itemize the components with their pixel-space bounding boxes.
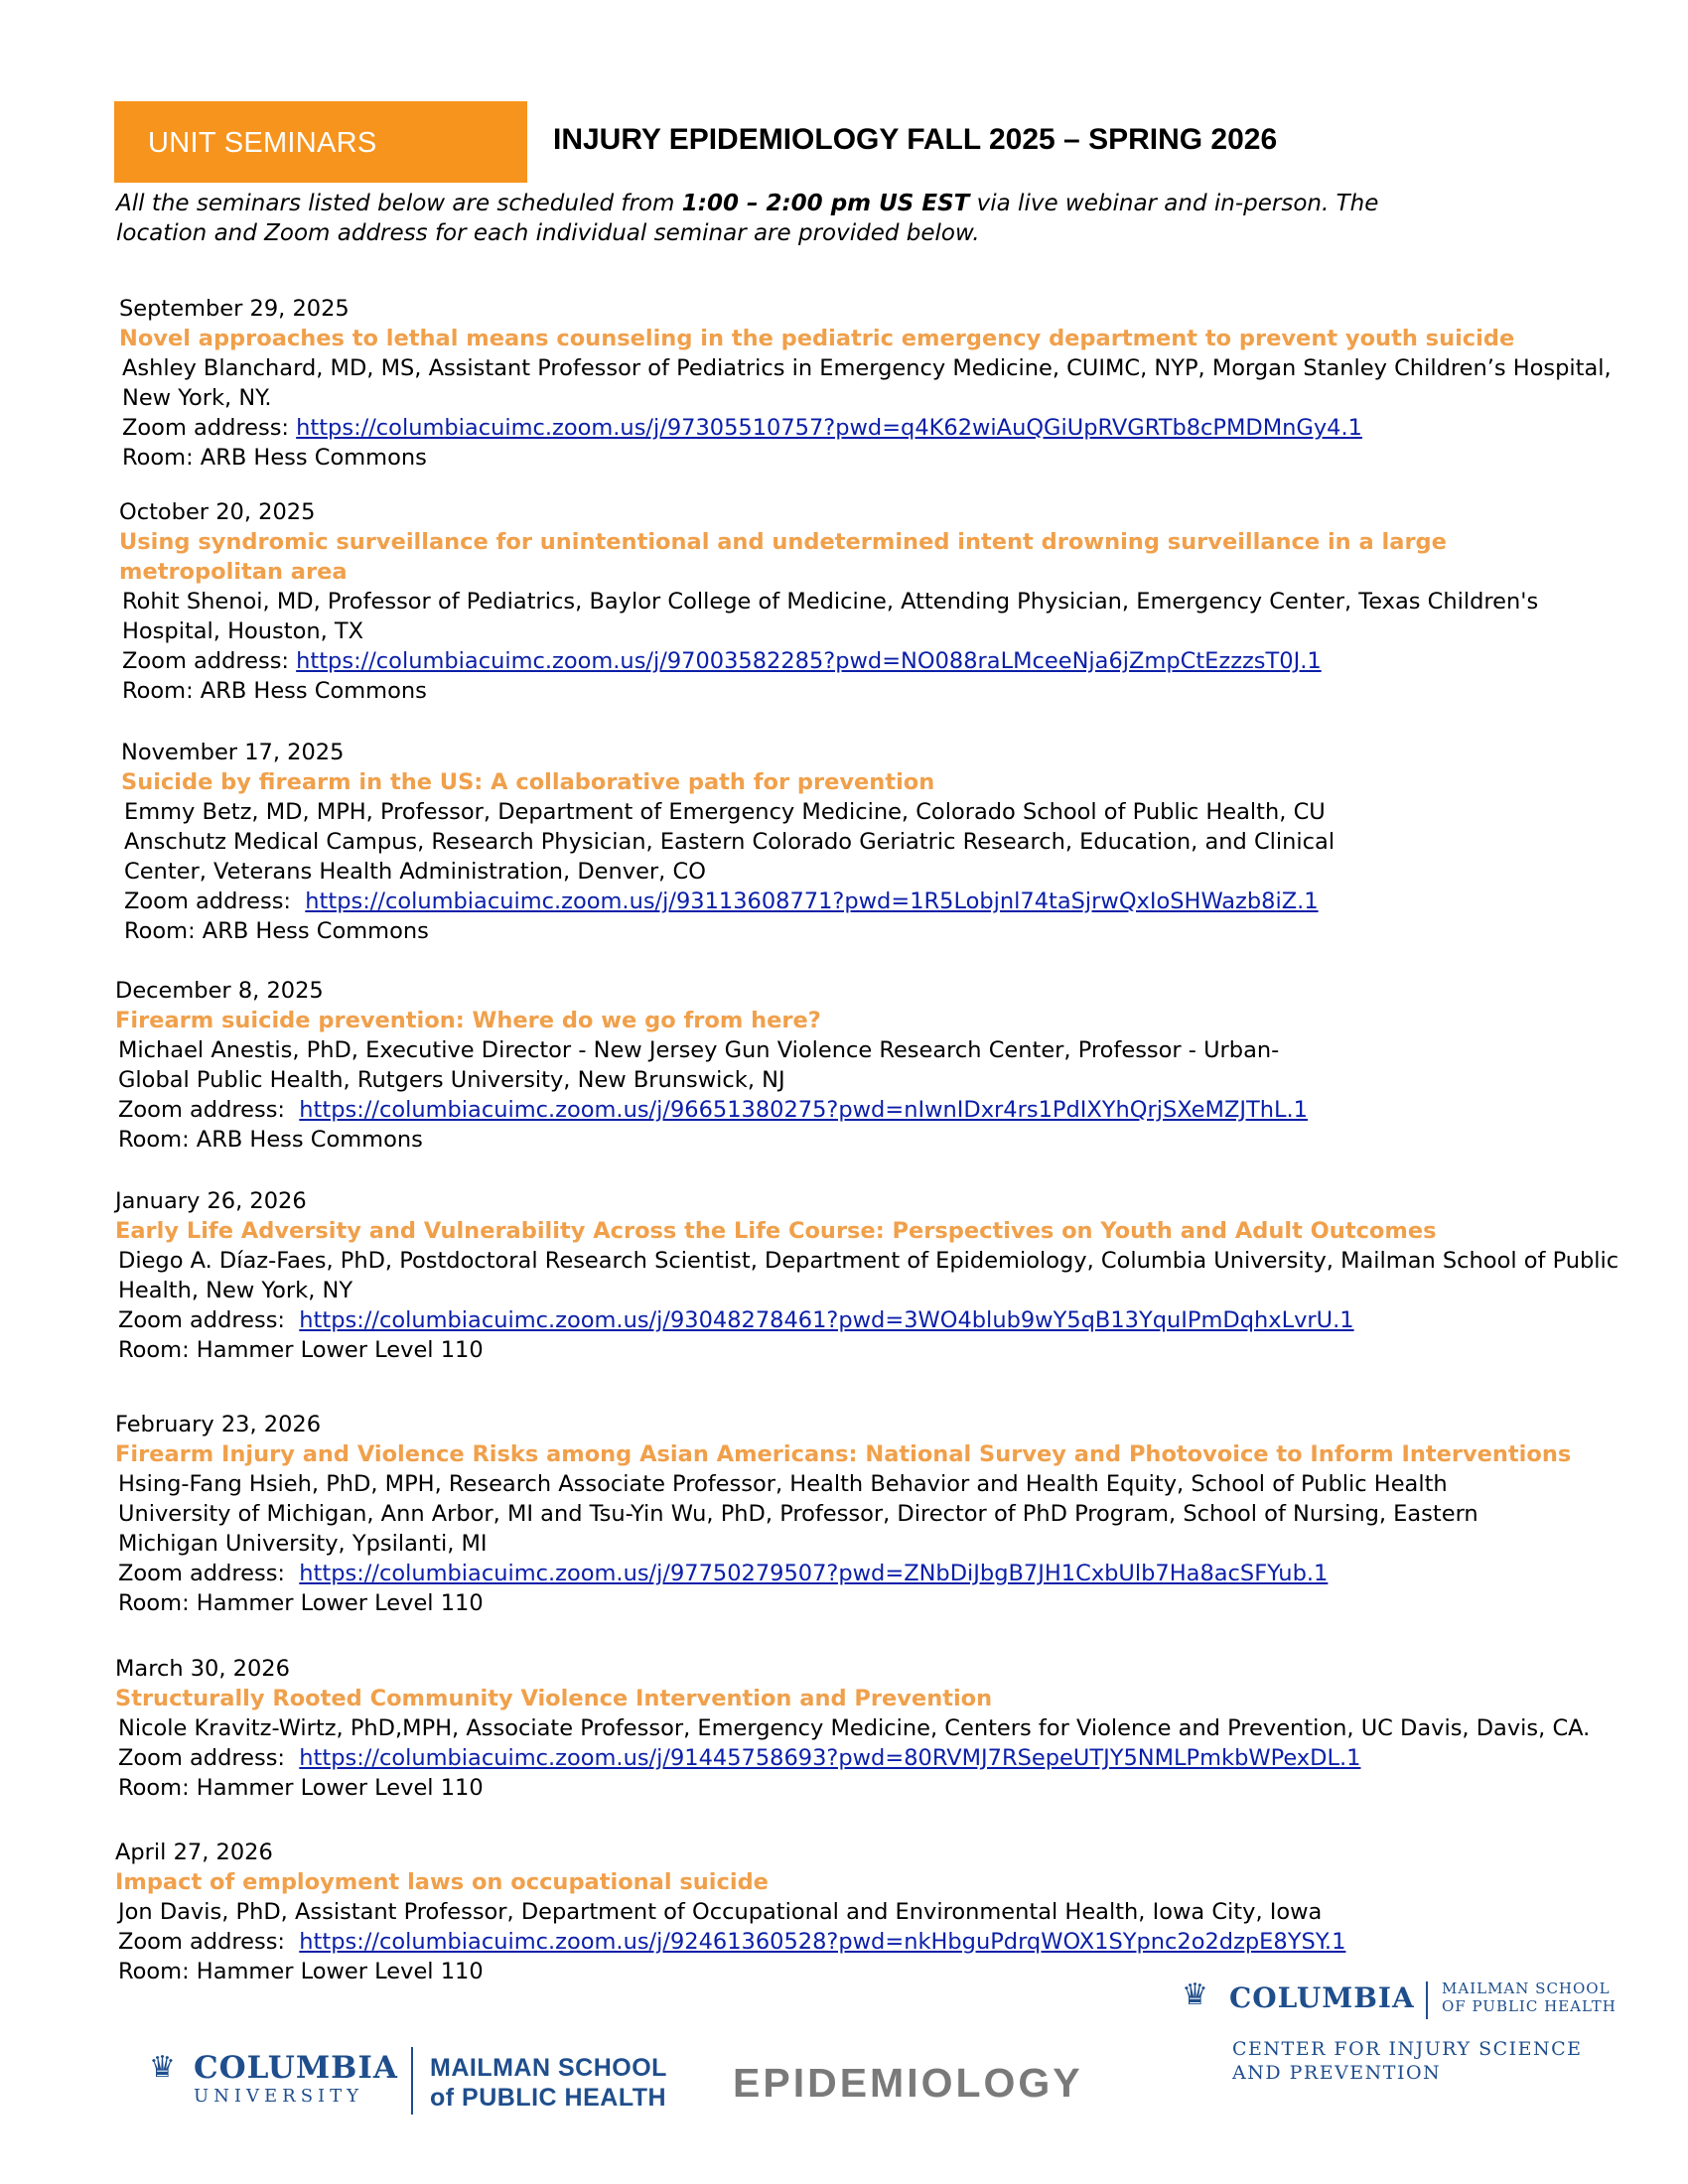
zoom-address-label: Zoom address: (122, 648, 297, 674)
seminar-title: Suicide by firearm in the US: A collaborative path for prevention (121, 769, 935, 795)
zoom-link[interactable]: https://columbiacuimc.zoom.us/j/97305510757?pwd=q4K62wiAuQGiUpRVGRTb8cPMDMnGy4.1 (296, 415, 1362, 441)
seminar-speaker: Global Public Health, Rutgers University, New Brunswick, NJ (118, 1067, 785, 1093)
center-line-1: CENTER FOR INJURY SCIENCE (1232, 2038, 1583, 2060)
right-columbia-word: COLUMBIA (1229, 1981, 1415, 2014)
seminar-title: Firearm Injury and Violence Risks among Asian Americans: National Survey and Photovoice to Inform Interventions (115, 1441, 1572, 1467)
unit-seminars-banner (114, 101, 527, 183)
seminar-speaker: Jon Davis, PhD, Assistant Professor, Department of Occupational and Environmental Health, Iowa City, Iowa (118, 1899, 1323, 1925)
seminar-title: Early Life Adversity and Vulnerability Across the Life Course: Perspectives on Youth and Adult Outcomes (115, 1218, 1437, 1244)
seminar-speaker: Nicole Kravitz-Wirtz, PhD,MPH, Associate Professor, Emergency Medicine, Centers for Violence and Prevention, UC Davis, Davis, CA. (118, 1715, 1591, 1741)
seminar-room: Room: Hammer Lower Level 110 (118, 1775, 484, 1801)
zoom-address-row (122, 413, 1362, 443)
seminar-room: Room: ARB Hess Commons (122, 445, 427, 471)
mailman-school-logo (430, 2053, 667, 2113)
intro-time: 1:00 – 2:00 pm US EST (681, 191, 970, 216)
center-line-2: AND PREVENTION (1232, 2062, 1442, 2084)
zoom-address-row (118, 1559, 1328, 1588)
seminar-date: April 27, 2026 (115, 1840, 273, 1865)
seminar-date: November 17, 2025 (121, 740, 345, 765)
right-mailman-school (1442, 1979, 1617, 2015)
page-header (114, 101, 1405, 183)
seminar-room: Room: Hammer Lower Level 110 (118, 1959, 484, 1984)
zoom-address-row (118, 1095, 1308, 1125)
seminar-date: September 29, 2025 (119, 296, 350, 322)
seminar-speaker: Hsing-Fang Hsieh, PhD, MPH, Research Associate Professor, Health Behavior and Health Equity, School of Public Health (118, 1471, 1448, 1497)
seminar-room: Room: ARB Hess Commons (122, 678, 427, 704)
crown-icon: ♛ (1182, 1978, 1208, 2012)
seminar-title: Using syndromic surveillance for unintentional and undetermined intent drowning surveillance in a large (119, 529, 1447, 555)
seminar-speaker: University of Michigan, Ann Arbor, MI and Tsu-Yin Wu, PhD, Professor, Director of PhD Program, School of Nursing, Eastern (118, 1501, 1478, 1527)
intro-line-2: location and Zoom address for each individual seminar are provided below. (116, 220, 980, 246)
intro-text-2: via live webinar and in-person. The (969, 191, 1379, 216)
seminar-speaker: Diego A. Díaz-Faes, PhD, Postdoctoral Research Scientist, Department of Epidemiology, Columbia University, Mailman School of Public (118, 1248, 1619, 1274)
zoom-link[interactable]: https://columbiacuimc.zoom.us/j/96651380275?pwd=nIwnIDxr4rs1PdIXYhQrjSXeMZJThL.1 (299, 1097, 1308, 1123)
seminar-date: March 30, 2026 (115, 1656, 290, 1682)
seminar-room: Room: ARB Hess Commons (118, 1127, 423, 1153)
zoom-link[interactable]: https://columbiacuimc.zoom.us/j/91445758693?pwd=80RVMJ7RSepeUTJY5NMLPmkbWPexDL.1 (299, 1745, 1361, 1771)
zoom-link[interactable]: https://columbiacuimc.zoom.us/j/93048278461?pwd=3WO4blub9wY5qB13YquIPmDqhxLvrU.1 (299, 1307, 1354, 1333)
right-ms-line-1: MAILMAN SCHOOL (1442, 1979, 1611, 1997)
zoom-address-row (118, 1927, 1345, 1957)
zoom-address-label: Zoom address: (118, 1097, 300, 1123)
seminar-date: October 20, 2025 (119, 499, 316, 525)
zoom-address-label: Zoom address: (118, 1561, 300, 1586)
zoom-address-label: Zoom address: (124, 888, 306, 914)
right-logo-divider (1426, 1981, 1428, 2019)
seminar-room: Room: ARB Hess Commons (124, 918, 429, 944)
seminar-speaker: Michigan University, Ypsilanti, MI (118, 1531, 488, 1557)
zoom-address-row (122, 646, 1322, 676)
seminar-speaker: Michael Anestis, PhD, Executive Director - New Jersey Gun Violence Research Center, Professor - Urban- (118, 1037, 1280, 1063)
seminar-date: February 23, 2026 (115, 1412, 322, 1437)
zoom-address-row (124, 887, 1319, 916)
seminar-date: December 8, 2025 (115, 978, 324, 1004)
center-injury-science (1232, 2037, 1583, 2085)
mailman-line-2: of PUBLIC HEALTH (430, 2084, 667, 2112)
zoom-address-row (118, 1743, 1360, 1773)
seminar-speaker: Anschutz Medical Campus, Research Physician, Eastern Colorado Geriatric Research, Education, and Clinical (124, 829, 1336, 855)
seminar-title: Structurally Rooted Community Violence Intervention and Prevention (115, 1686, 993, 1711)
logo-divider (411, 2047, 413, 2115)
crown-icon: ♛ (149, 2050, 176, 2085)
page-title: INJURY EPIDEMIOLOGY FALL 2025 – SPRING 2026 (553, 123, 1278, 156)
university-word: UNIVERSITY (194, 2086, 364, 2107)
seminar-date: January 26, 2026 (115, 1188, 307, 1214)
seminar-title: Firearm suicide prevention: Where do we go from here? (115, 1008, 821, 1033)
seminar-room: Room: Hammer Lower Level 110 (118, 1337, 484, 1363)
zoom-link[interactable]: https://columbiacuimc.zoom.us/j/97003582285?pwd=NO088raLMceeNja6jZmpCtEzzzsT0J.1 (296, 648, 1322, 674)
seminar-speaker: Hospital, Houston, TX (122, 618, 364, 644)
epidemiology-wordmark: EPIDEMIOLOGY (733, 2060, 1083, 2106)
seminar-speaker: Health, New York, NY (118, 1278, 353, 1303)
zoom-link[interactable]: https://columbiacuimc.zoom.us/j/97750279507?pwd=ZNbDiJbgB7JH1CxbUlb7Ha8acSFYub.1 (299, 1561, 1329, 1586)
right-ms-line-2: OF PUBLIC HEALTH (1442, 1997, 1617, 2015)
seminar-title: metropolitan area (119, 559, 348, 585)
zoom-address-label: Zoom address: (118, 1929, 300, 1955)
zoom-address-label: Zoom address: (122, 415, 297, 441)
zoom-address-row (118, 1305, 1354, 1335)
unit-seminars-label: UNIT SEMINARS (148, 127, 377, 159)
seminar-speaker: New York, NY. (122, 385, 272, 411)
columbia-word: COLUMBIA (194, 2050, 398, 2086)
seminar-speaker: Emmy Betz, MD, MPH, Professor, Department of Emergency Medicine, Colorado School of Public Health, CU (124, 799, 1326, 825)
zoom-address-label: Zoom address: (118, 1307, 300, 1333)
zoom-address-label: Zoom address: (118, 1745, 300, 1771)
mailman-line-1: MAILMAN SCHOOL (430, 2054, 667, 2082)
zoom-link[interactable]: https://columbiacuimc.zoom.us/j/93113608771?pwd=1R5Lobjnl74taSjrwQxIoSHWazb8iZ.1 (305, 888, 1319, 914)
intro-line-1 (116, 189, 1546, 218)
seminar-speaker: Center, Veterans Health Administration, Denver, CO (124, 859, 706, 885)
seminar-room: Room: Hammer Lower Level 110 (118, 1590, 484, 1616)
seminar-title: Novel approaches to lethal means counseling in the pediatric emergency department to prevent youth suicide (119, 326, 1515, 351)
seminar-speaker: Rohit Shenoi, MD, Professor of Pediatrics, Baylor College of Medicine, Attending Physician, Emergency Center, Texas Children's (122, 589, 1539, 614)
seminar-speaker: Ashley Blanchard, MD, MS, Assistant Professor of Pediatrics in Emergency Medicine, CUIMC, NYP, Morgan Stanley Children’s Hospital, (122, 355, 1612, 381)
seminar-title: Impact of employment laws on occupational suicide (115, 1869, 769, 1895)
intro-text-1: All the seminars listed below are scheduled from (116, 191, 682, 216)
intro-paragraph (116, 189, 1546, 248)
zoom-link[interactable]: https://columbiacuimc.zoom.us/j/92461360528?pwd=nkHbguPdrqWOX1SYpnc2o2dzpE8YSY.1 (299, 1929, 1346, 1955)
